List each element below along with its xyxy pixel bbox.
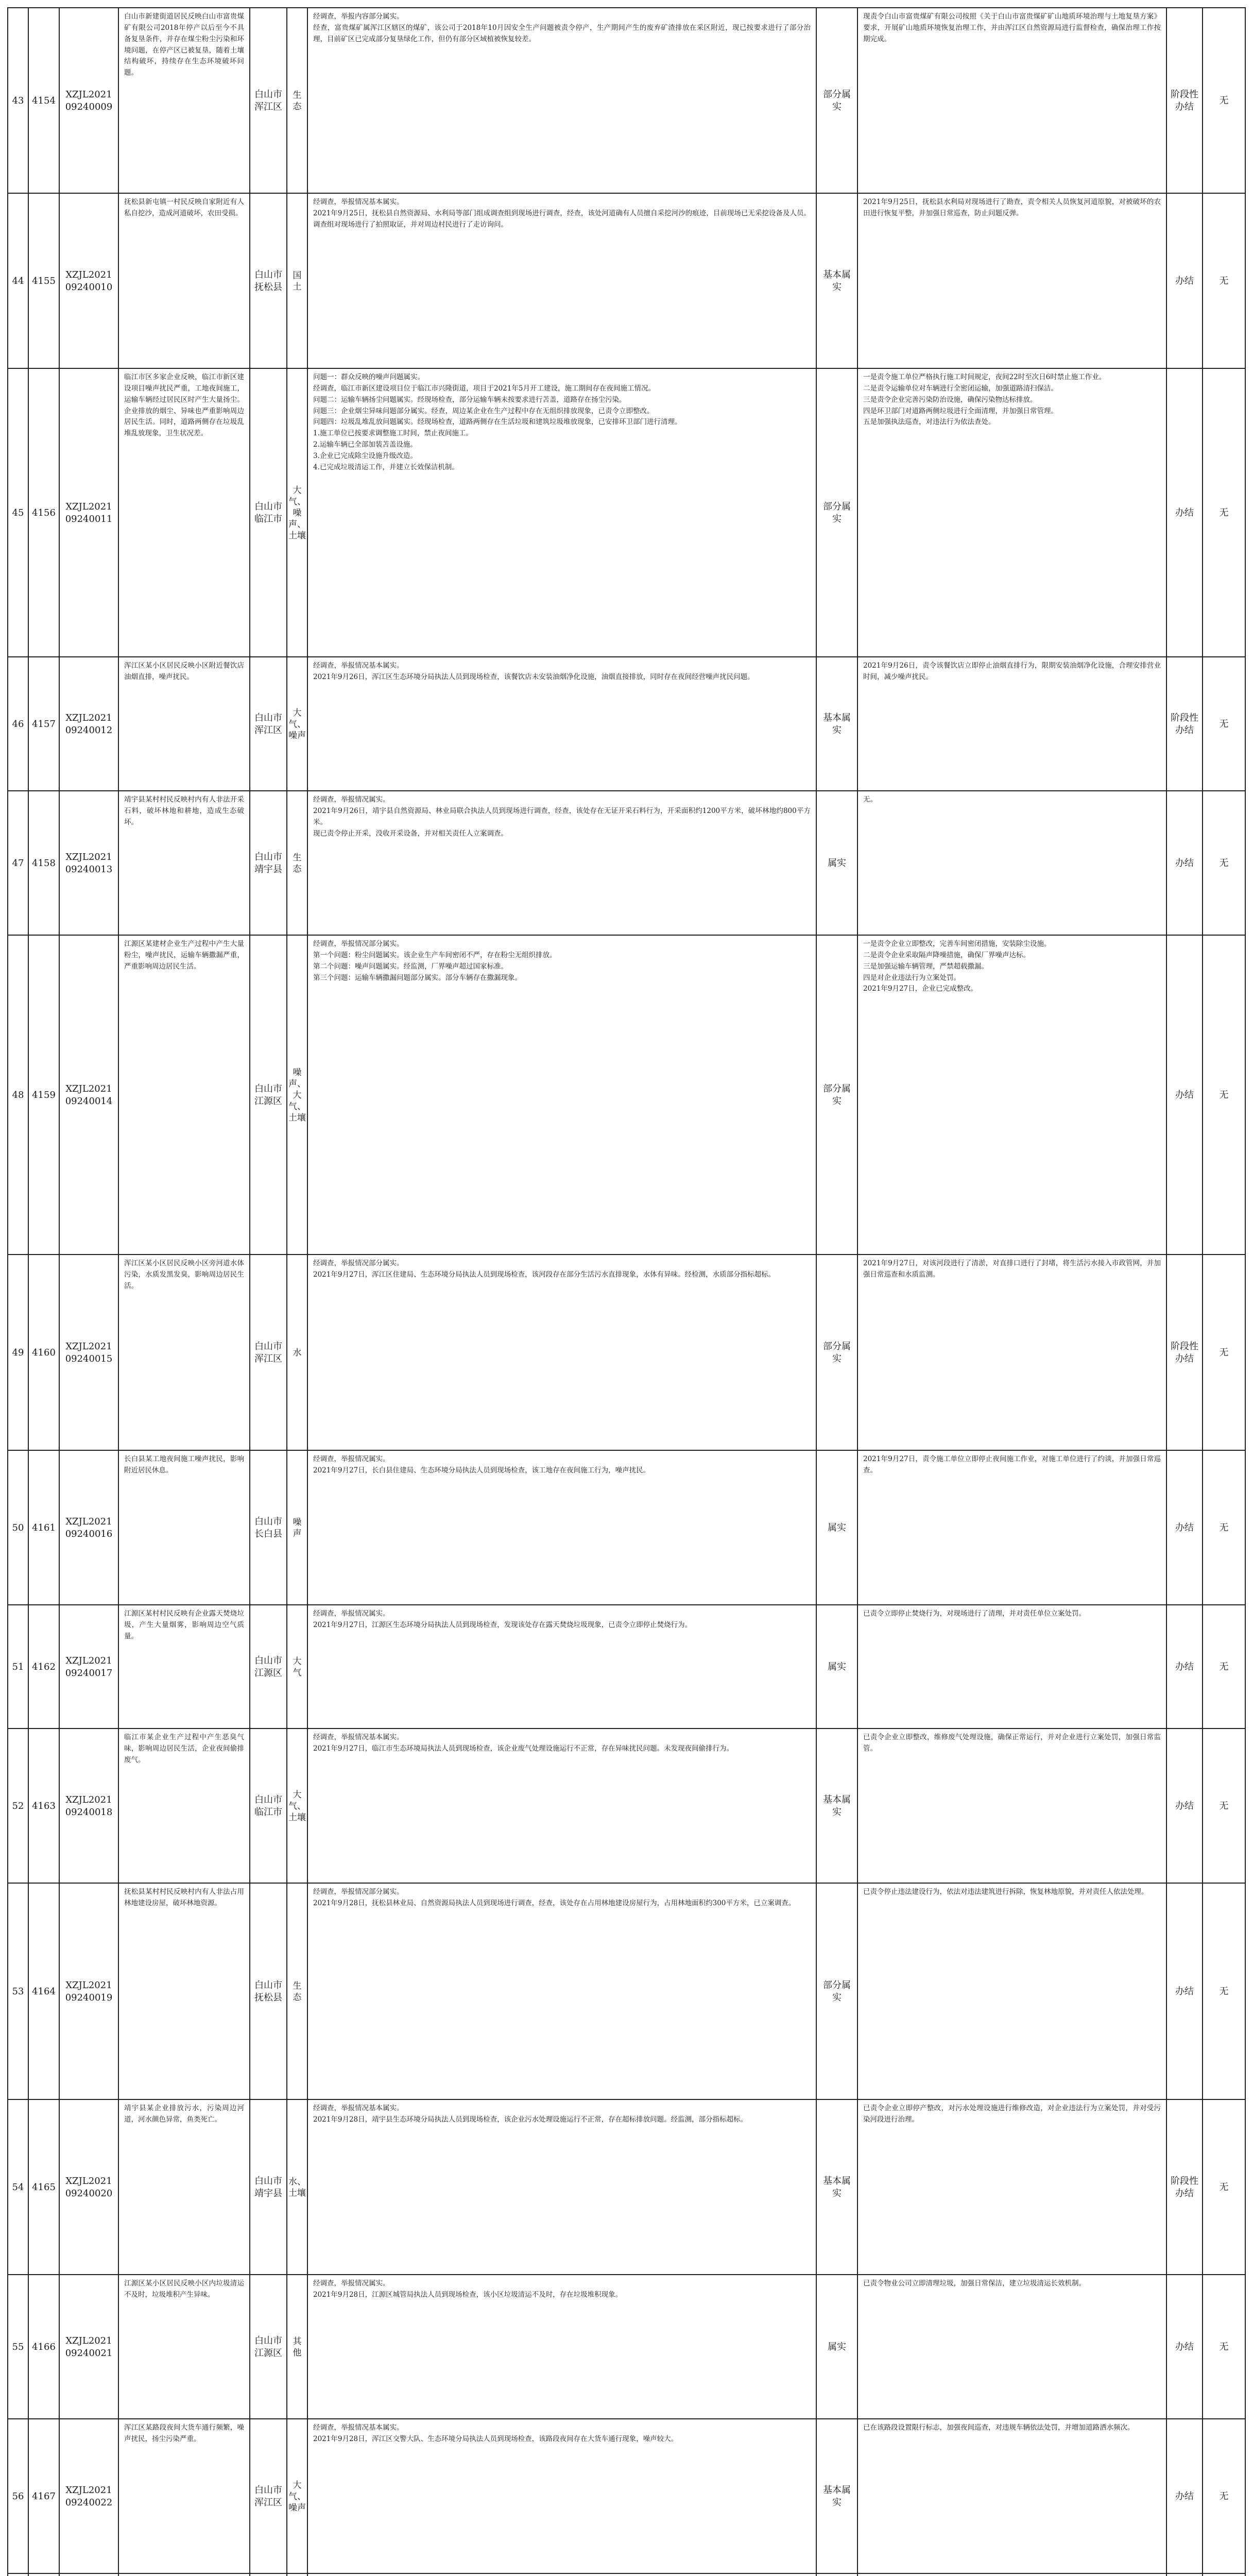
cell-verdict: 部分属实 [816,369,857,657]
cell-complaint: 靖宇县某企业排放污水，污染周边河道，河水颜色异常，鱼类死亡。 [118,2100,249,2275]
cell-region: 白山市长白县 [249,1451,286,1605]
table-row [7,2418,1246,2574]
cell-status: 办结 [1166,1884,1202,2100]
cell-id: 4162 [28,1605,59,1729]
cell-findings: 经调查，举报情况属实。 2021年9月28日，江源区城管局执法人员到现场检查，该小区垃圾清运不及时，存在垃圾堆积现象。 [307,2275,816,2419]
cell-id: 4167 [28,2419,59,2574]
cell-no: 54 [7,2100,28,2275]
cell-id: 4157 [28,657,59,791]
cell-id [28,2574,59,2576]
cell-no: 48 [7,936,28,1255]
cell-handling: 已责令立即停止焚烧行为，对现场进行了清理，并对责任单位立案处罚。 [857,1605,1166,1729]
cell-no: 46 [7,657,28,791]
cell-id: 4163 [28,1729,59,1884]
cell-verdict: 部分属实 [816,1884,857,2100]
cell-status: 办结 [1166,194,1202,369]
cell-category: 其他 [286,2275,307,2419]
cell-complaint: 抚松县某村村民反映村内有人非法占用林地建设房屋，破坏林地资源。 [118,1884,249,2100]
cell-verdict: 基本属实 [816,2419,857,2574]
cell-complaint: 白山市新建街道居民反映白山市富贵煤矿有限公司2018年停产以后至今不具备复垦条件，并存在煤尘粉尘污染和环境问题，在停产区已被复垦，随着土壤结构破坏，持续存在生态环境破坏问题。 [118,8,249,194]
cell-region: 白山市江源区 [249,1605,286,1729]
table-row [7,1254,1246,1451]
cell-category: 大气、噪声 [286,2419,307,2574]
cell-verdict: 属实 [816,1605,857,1729]
cell-findings: 经调查，举报情况基本属实。 2021年9月28日，靖宇县生态环境分局执法人员到现场检查，该企业污水处理设施运行不正常，存在超标排放问题。经监测，部分指标超标。 [307,2100,816,2275]
cell-status: 办结 [1166,2275,1202,2419]
cell-no: 51 [7,1605,28,1729]
cell-region: 白山市临江市 [249,369,286,657]
cell-account: 无 [1202,1451,1246,1605]
cell-status: 阶段性办结 [1166,1255,1202,1451]
cell-findings: 经调查，举报情况部分属实。 2021年9月28日，抚松县林业局、自然资源局执法人员到现场进行调查，经查，该处存在占用林地建设房屋行为，占用林地面积约300平方米，已立案调查。 [307,1884,816,2100]
cell-account: 无 [1202,1255,1246,1451]
cell-verdict [816,2574,857,2576]
table-row [7,935,1246,1255]
cell-status [1166,2574,1202,2576]
cell-status: 办结 [1166,1605,1202,1729]
cell-id: 4161 [28,1451,59,1605]
table-row [7,1883,1246,2100]
cell-status: 阶段性办结 [1166,8,1202,194]
cell-status: 阶段性办结 [1166,657,1202,791]
cell-verdict: 基本属实 [816,657,857,791]
cell-no: 45 [7,369,28,657]
cell-id: 4159 [28,936,59,1255]
cell-id: 4165 [28,2100,59,2275]
cell-no: 44 [7,194,28,369]
cell-handling [857,2574,1166,2576]
table-row [7,1604,1246,1729]
cell-findings: 经调查，举报情况属实。 2021年9月27日，江源区生态环境分局执法人员到现场检查，发现该处存在露天焚烧垃圾现象，已责令立即停止焚烧行为。 [307,1605,816,1729]
cell-category: 国土 [286,194,307,369]
cell-complaint: 江源区某村村民反映有企业露天焚烧垃圾，产生大量烟雾，影响周边空气质量。 [118,1605,249,1729]
cell-handling: 2021年9月27日，对该河段进行了清淤，对直排口进行了封堵，将生活污水接入市政管网，并加强日常巡查和水质监测。 [857,1255,1166,1451]
cell-findings: 经调查，举报情况属实。 2021年9月26日，靖宇县自然资源局、林业局联合执法人员到现场进行调查，经查，该处存在无证开采石料行为，开采面积约1200平方米，破坏林地约800平方米。 现已责令停止开采，没收开采设备，并对相关责任人立案调查。 [307,791,816,936]
cell-account: 无 [1202,2419,1246,2574]
cell-verdict: 属实 [816,1451,857,1605]
cell-handling: 已在该路段设置限行标志，加强夜间巡查，对违规车辆依法处罚，并增加道路洒水频次。 [857,2419,1166,2574]
cell-findings: 经调查，举报情况部分属实。 2021年9月27日，浑江区住建局、生态环境分局执法人员到现场检查，该河段存在部分生活污水直排现象，水体有异味。经检测，水质部分指标超标。 [307,1255,816,1451]
cell-category: 生态 [286,8,307,194]
cell-handling: 已责令企业立即整改，维修废气处理设施，确保正常运行，并对企业进行立案处罚，加强日常监管。 [857,1729,1166,1884]
cell-findings: 经调查，举报情况部分属实。 第一个问题：粉尘问题属实。该企业生产车间密闭不严，存在粉尘无组织排放。 第二个问题：噪声问题属实。经监测，厂界噪声超过国家标准。 第三个问题：运输车辆撒漏问题部分属实。部分车辆存在撒漏现象。 [307,936,816,1255]
cell-complaint: 长白县某工地夜间施工噪声扰民，影响附近居民休息。 [118,1451,249,1605]
cell-code: XZJL2021 09240020 [59,2100,118,2275]
cell-region [249,2574,286,2576]
cell-status: 办结 [1166,791,1202,936]
cell-code: XZJL2021 09240010 [59,194,118,369]
cell-id: 4155 [28,194,59,369]
cell-no: 52 [7,1729,28,1884]
table-row [7,1450,1246,1605]
cell-no: 49 [7,1255,28,1451]
cell-category: 大气、噪声、土壤 [286,369,307,657]
cell-handling: 2021年9月27日，责令施工单位立即停止夜间施工作业，对施工单位进行了约谈，并加强日常巡查。 [857,1451,1166,1605]
cell-complaint: 浑江区某路段夜间大货车通行频繁，噪声扰民，扬尘污染严重。 [118,2419,249,2574]
cell-code: XZJL2021 09240016 [59,1451,118,1605]
cell-code: XZJL2021 09240011 [59,369,118,657]
cell-code: XZJL2021 09240021 [59,2275,118,2419]
cell-no: 50 [7,1451,28,1605]
table-row [7,2573,1246,2576]
cell-account: 无 [1202,8,1246,194]
cell-handling: 2021年9月25日，抚松县水利局对现场进行了勘查，责令相关人员恢复河道原貌，对被破坏的农田进行恢复平整，并加强日常巡查，防止问题反弹。 [857,194,1166,369]
cell-region: 白山市靖宇县 [249,791,286,936]
cell-no: 56 [7,2419,28,2574]
cell-category: 生态 [286,1884,307,2100]
cell-verdict: 基本属实 [816,1729,857,1884]
cell-category: 大气、噪声 [286,657,307,791]
cell-account: 无 [1202,1884,1246,2100]
cell-complaint: 临江市区多家企业反映，临江市新区建设项目噪声扰民严重，工地夜间施工，运输车辆经过居民区时产生大量扬尘。企业排放的烟尘、异味也严重影响周边居民生活。同时，道路两侧存在垃圾乱堆乱放现象，卫生状况差。 [118,369,249,657]
cell-findings: 经调查，举报内容部分属实。 经查，富贵煤矿属浑江区辖区的煤矿，该公司于2018年10月因安全生产问题被责令停产，生产期间产生的废弃矿渣排放在采区附近，现已按要求进行了部分治理，目前矿区已完成部分复垦绿化工作，但仍有部分区域植被恢复较差。 [307,8,816,194]
cell-complaint [118,2574,249,2576]
cell-findings: 问题一：群众反映的噪声问题属实。 经调查，临江市新区建设项目位于临江市兴隆街道，项目于2021年5月开工建设，施工期间存在夜间施工情况。 问题二：运输车辆扬尘问题属实。经现场检查，部分运输车辆未按要求进行苫盖，道路存在扬尘污染。 问题三：企业烟尘异味问题部分属实。经查，周边某企业在生产过程中存在无组织排放现象，已责令立即整改。 问题四：垃圾乱堆乱放问题属实。经现场检查，道路两侧存在生活垃圾和建筑垃圾堆放现象，已安排环卫部门进行清理。 1.施工单位已按要求调整施工时间，禁止夜间施工。 2.运输车辆已全部加装苫盖设施。 3.企业已完成除尘设施升级改造。 4.已完成垃圾清运工作，并建立长效保洁机制。 [307,369,816,657]
cell-account: 无 [1202,791,1246,936]
cell-region: 白山市浑江区 [249,2419,286,2574]
cell-findings: 经调查，举报情况属实。 2021年9月27日，长白县住建局、生态环境分局执法人员到现场检查，该工地存在夜间施工行为，噪声扰民。 [307,1451,816,1605]
cell-handling: 现责令白山市富贵煤矿有限公司按照《关于白山市富贵煤矿矿山地质环境治理与土地复垦方案》要求，开展矿山地质环境恢复治理工作，并由浑江区自然资源局进行监督检查，确保治理工作按期完成。 [857,8,1166,194]
cell-account: 无 [1202,2275,1246,2419]
cell-verdict: 部分属实 [816,1255,857,1451]
table-row [7,790,1246,936]
cell-no: 53 [7,1884,28,2100]
cell-status: 办结 [1166,2419,1202,2574]
cell-complaint: 临江市某企业生产过程中产生恶臭气味，影响周边居民生活，企业夜间偷排废气。 [118,1729,249,1884]
cell-status: 办结 [1166,369,1202,657]
cell-complaint: 江源区某建材企业生产过程中产生大量粉尘，噪声扰民，运输车辆撒漏严重，严重影响周边居民生活。 [118,936,249,1255]
cell-handling: 2021年9月26日，责令该餐饮店立即停止油烟直排行为，限期安装油烟净化设施，合理安排营业时间，减少噪声扰民。 [857,657,1166,791]
table-row [7,1728,1246,1884]
cell-code: XZJL2021 09240015 [59,1255,118,1451]
cell-code: XZJL2021 09240017 [59,1605,118,1729]
cell-status: 办结 [1166,1729,1202,1884]
cell-verdict: 属实 [816,791,857,936]
cell-account: 无 [1202,1729,1246,1884]
cell-region: 白山市临江市 [249,1729,286,1884]
table-row [7,2274,1246,2419]
cell-account: 无 [1202,2100,1246,2275]
cell-handling: 已责令物业公司立即清理垃圾，加强日常保洁，建立垃圾清运长效机制。 [857,2275,1166,2419]
cell-category: 噪声 [286,1451,307,1605]
cell-no: 55 [7,2275,28,2419]
cell-complaint: 靖宇县某村村民反映村内有人非法开采石料，破坏林地和耕地，造成生态破坏。 [118,791,249,936]
cell-region: 白山市浑江区 [249,657,286,791]
cell-handling: 一是责令企业立即整改，完善车间密闭措施，安装除尘设施。 二是责令企业采取隔声降噪措施，确保厂界噪声达标。 三是加强运输车辆管理，严禁超载撒漏。 四是对企业违法行为立案处罚。 2021年9月27日，企业已完成整改。 [857,936,1166,1255]
cell-no: 47 [7,791,28,936]
cell-no: 43 [7,8,28,194]
cell-no [7,2574,28,2576]
cell-account: 无 [1202,936,1246,1255]
cell-category: 大气 [286,1605,307,1729]
cell-category: 噪声、大气、土壤 [286,936,307,1255]
cell-complaint: 抚松县新屯镇一村民反映自家附近有人私自挖沙，造成河道破坏，农田受损。 [118,194,249,369]
cell-verdict: 部分属实 [816,8,857,194]
cell-code: XZJL2021 09240009 [59,8,118,194]
table-row [7,368,1246,657]
cell-region: 白山市靖宇县 [249,2100,286,2275]
cell-code [59,2574,118,2576]
cell-code: XZJL2021 09240019 [59,1884,118,2100]
cell-verdict: 属实 [816,2275,857,2419]
cell-complaint: 浑江区某小区居民反映小区附近餐饮店油烟直排，噪声扰民。 [118,657,249,791]
cell-account: 无 [1202,369,1246,657]
cell-handling: 一是责令施工单位严格执行施工时间规定，夜间22时至次日6时禁止施工作业。 二是责令运输单位对车辆进行全密闭运输，加强道路清扫保洁。 三是责令企业完善污染防治设施，确保污染物达标排放。 四是环卫部门对道路两侧垃圾进行全面清理，并加强日常管理。 五是加强执法巡查，对违法行为依法查处。 [857,369,1166,657]
cell-category: 水 [286,1255,307,1451]
cell-findings: 经调查，举报情况基本属实。 2021年9月26日，浑江区生态环境分局执法人员到现场检查，该餐饮店未安装油烟净化设施，油烟直接排放，同时存在夜间经营噪声扰民问题。 [307,657,816,791]
cell-complaint: 浑江区某小区居民反映小区旁河道水体污染，水质发黑发臭，影响周边居民生活。 [118,1255,249,1451]
cell-category: 大气、土壤 [286,1729,307,1884]
cell-id: 4156 [28,369,59,657]
cell-code: XZJL2021 09240022 [59,2419,118,2574]
cell-verdict: 基本属实 [816,194,857,369]
cell-account: 无 [1202,1605,1246,1729]
cell-category: 生态 [286,791,307,936]
cell-code: XZJL2021 09240014 [59,936,118,1255]
cell-handling: 已责令停止违法建设行为，依法对违法建筑进行拆除，恢复林地原貌，并对责任人依法处理。 [857,1884,1166,2100]
cell-region: 白山市江源区 [249,2275,286,2419]
cell-status: 办结 [1166,1451,1202,1605]
cell-region: 白山市浑江区 [249,1255,286,1451]
cell-status: 阶段性办结 [1166,2100,1202,2275]
cell-findings: 经调查，举报情况基本属实。 2021年9月25日，抚松县自然资源局、水利局等部门组成调查组到现场进行调查，经查，该处河道确有人员擅自采挖河沙的痕迹，目前现场已无采挖设备及人员。调查组对现场进行了拍照取证，并对周边村民进行了走访询问。 [307,194,816,369]
table-row [7,656,1246,791]
cell-findings [307,2574,816,2576]
cell-account: 无 [1202,657,1246,791]
table-row [7,193,1246,369]
table-row [7,2099,1246,2275]
cell-code: XZJL2021 09240018 [59,1729,118,1884]
cell-handling: 已责令企业立即停产整改，对污水处理设施进行维修改造，对企业违法行为立案处罚，并对受污染河段进行治理。 [857,2100,1166,2275]
cell-id: 4164 [28,1884,59,2100]
cell-verdict: 部分属实 [816,936,857,1255]
cell-account [1202,2574,1246,2576]
cell-region: 白山市抚松县 [249,1884,286,2100]
cell-account: 无 [1202,194,1246,369]
cell-region: 白山市江源区 [249,936,286,1255]
cell-complaint: 江源区某小区居民反映小区内垃圾清运不及时，垃圾堆积产生异味。 [118,2275,249,2419]
cell-id: 4154 [28,8,59,194]
table-row [7,7,1246,194]
cell-id: 4158 [28,791,59,936]
cell-category [286,2574,307,2576]
cell-id: 4160 [28,1255,59,1451]
cell-region: 白山市浑江区 [249,8,286,194]
cell-id: 4166 [28,2275,59,2419]
cell-code: XZJL2021 09240013 [59,791,118,936]
cell-code: XZJL2021 09240012 [59,657,118,791]
cell-category: 水、土壤 [286,2100,307,2275]
cell-status: 办结 [1166,936,1202,1255]
cell-findings: 经调查，举报情况基本属实。 2021年9月28日，浑江区交警大队、生态环境分局执法人员到现场检查，该路段夜间存在大货车通行现象，噪声较大。 [307,2419,816,2574]
cell-verdict: 基本属实 [816,2100,857,2275]
cell-region: 白山市抚松县 [249,194,286,369]
cell-findings: 经调查，举报情况基本属实。 2021年9月27日，临江市生态环境局执法人员到现场检查，该企业废气处理设施运行不正常，存在异味扰民问题。未发现夜间偷排行为。 [307,1729,816,1884]
cell-handling: 无。 [857,791,1166,936]
